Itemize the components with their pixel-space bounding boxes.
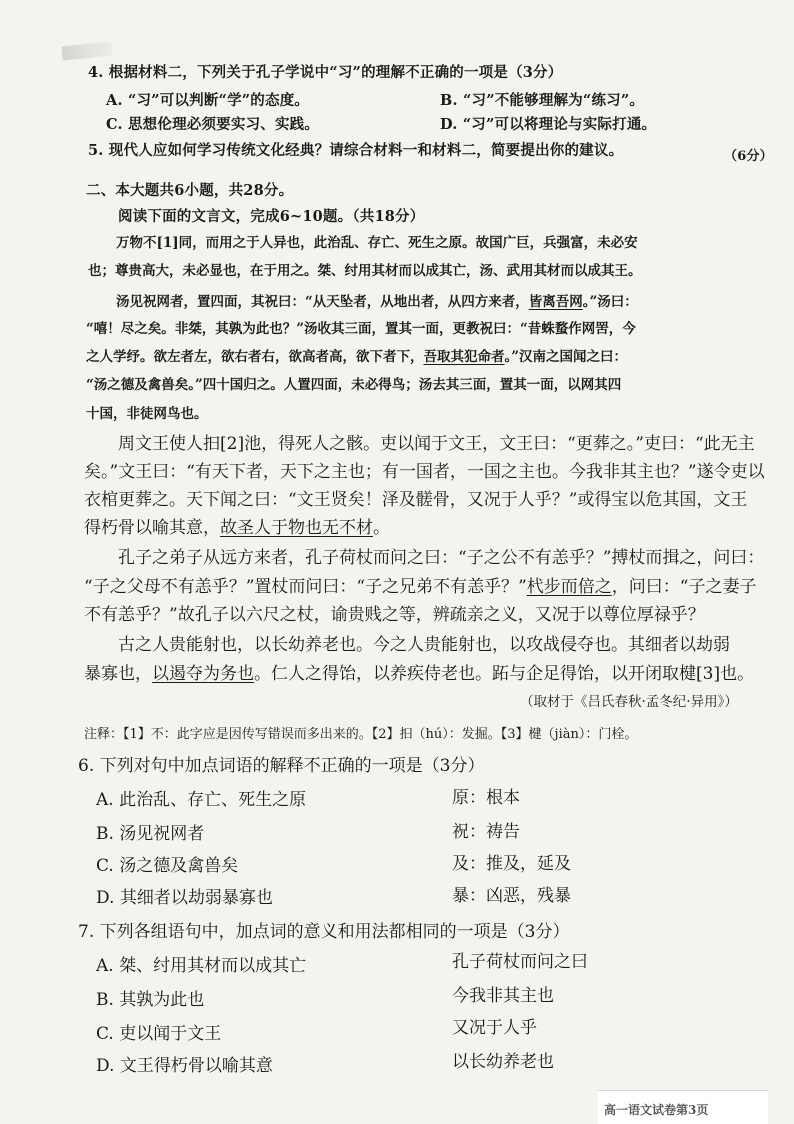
section2-title: 二、本大题共6小题，共28分。: [86, 182, 294, 199]
q5-score: （6分）: [724, 149, 773, 164]
passage-p4-line2: “子之父母不有恙乎？”置杖而问曰：“子之兄弟不有恙乎？”杙步而倍之，问曰：“子之妻子: [84, 577, 757, 597]
passage-p1-line1: 万物不[1]同，而用之于人异也，此治乱、存亡、死生之原。故国广巨，兵强富，未必安: [116, 235, 638, 251]
passage-p1-line2: 也；尊贵高大，未必显也，在于用之。桀、纣用其材而以成其亡，汤、武用其材而以成其王。: [88, 263, 642, 279]
q6-option-a-right: 原：根本: [452, 788, 520, 808]
section2-intro: 阅读下面的文言文，完成6~10题。（共18分）: [118, 208, 425, 225]
passage-p2-line5: 十国，非徒网鸟也。: [86, 406, 208, 422]
passage-p5-line1: 古之人贵能射也，以长幼养老也。今之人贵能射也，以攻战侵夺也。其细者以劫弱: [118, 635, 730, 655]
q4-stem: 4. 根据材料二，下列关于孔子学说中“习”的理解不正确的一项是（3分）: [88, 64, 563, 81]
passage-source: （取材于《吕氏春秋·孟冬纪·异用》）: [520, 694, 738, 710]
q6-option-b-right: 祝：祷告: [452, 822, 520, 842]
q4-option-b: B. “习”不能够理解为“练习”。: [440, 92, 645, 109]
q7-option-d-right: 以长幼养老也: [452, 1052, 554, 1072]
q6-option-c-right: 及：推及，延及: [452, 854, 571, 874]
underlined-phrase: 故圣人于物也无不材: [220, 518, 373, 538]
annotations: 注释：【1】不：此字应是因传写错误而多出来的。【2】抇（hú）：发掘。【3】楗（jiàn）：门栓。: [84, 727, 638, 742]
q7-option-c-left: C. 吏以闻于文王: [96, 1024, 222, 1044]
underlined-phrase: 杙步而倍之: [526, 577, 612, 597]
q6-option-d-right: 暴：凶恶，残暴: [452, 886, 571, 906]
passage-p2-line2: “嘻！尽之矣。非桀，其孰为此也？”汤收其三面，置其一面，更教祝曰：“昔蛛蝥作网罟，今: [86, 321, 636, 337]
q7-option-b-left: B. 其孰为此也: [96, 990, 205, 1010]
passage-p3-line3: 衣棺更葬之。天下闻之曰：“文王贤矣！泽及髊骨，又况于人乎？”或得宝以危其国，文王: [84, 490, 748, 510]
passage-p4-line3: 不有恙乎？”故孔子以六尺之杖，谕贵贱之等，辨疏亲之义，又况于以尊位厚禄乎？: [84, 605, 705, 625]
q4-option-d: D. “习”可以将理论与实际打通。: [440, 116, 657, 133]
underlined-phrase: 皆离吾网: [528, 294, 583, 310]
passage-p2-line3: 之人学纾。欲左者左，欲右者右，欲高者高，欲下者下，吾取其犯命者。”汉南之国闻之曰：: [86, 349, 628, 365]
q7-option-c-right: 又况于人乎: [452, 1018, 537, 1038]
q6-option-a-left: A. 此治乱、存亡、死生之原: [96, 790, 307, 810]
q7-option-a-right: 孔子荷杖而问之曰: [452, 952, 588, 972]
passage-p2-line1: 汤见祝网者，置四面，其祝曰：“从天坠者，从地出者，从四方来者，皆离吾网。”汤曰：: [116, 294, 638, 310]
page-footer: 高一语文试卷第3页: [598, 1090, 768, 1124]
passage-p4-line1: 孔子之弟子从远方来者，孔子荷杖而问之曰：“子之公不有恙乎？”搏杖而揖之，问曰：: [118, 548, 765, 568]
passage-p3-line4: 得朽骨以喻其意，故圣人于物也无不材。: [84, 518, 390, 538]
q6-stem: 6. 下列对句中加点词语的解释不正确的一项是（3分）: [78, 756, 485, 776]
q6-option-b-left: B. 汤见祝网者: [96, 824, 205, 844]
passage-p5-line2: 暴寡也，以遏夺为务也。仁人之得饴，以养疾侍老也。跖与企足得饴，以开闭取楗[3]也。: [84, 664, 755, 684]
q7-option-a-left: A. 桀、纣用其材而以成其亡: [96, 956, 307, 976]
passage-p3-line1: 周文王使人抇[2]池，得死人之骸。吏以闻于文王，文王曰：“更葬之。”吏曰：“此无主: [118, 434, 755, 454]
q7-option-b-right: 今我非其主也: [452, 986, 554, 1006]
underlined-phrase: 以遏夺为务也: [152, 664, 254, 684]
passage-p2-line4: “汤之德及禽兽矣。”四十国归之。人置四面，未必得鸟；汤去其三面，置其一面，以网其四: [86, 377, 622, 393]
q7-stem: 7. 下列各组语句中，加点词的意义和用法都相同的一项是（3分）: [78, 922, 570, 942]
q6-option-c-left: C. 汤之德及禽兽矣: [96, 856, 239, 876]
q7-option-d-left: D. 文王得朽骨以喻其意: [96, 1056, 273, 1076]
q4-option-c: C. 思想伦理必须要实习、实践。: [106, 116, 320, 133]
underlined-phrase: 吾取其犯命者: [423, 349, 505, 365]
scan-corner-mark: [61, 41, 112, 60]
q4-option-a: A. “习”可以判断“学”的态度。: [106, 92, 310, 109]
passage-p3-line2: 矣。”文王曰：“有天下者，天下之主也；有一国者，一国之主也。今我非其主也？”遂令吏以: [84, 462, 765, 482]
q6-option-d-left: D. 其细者以劫弱暴寡也: [96, 888, 273, 908]
q5-stem: 5. 现代人应如何学习传统文化经典？请综合材料一和材料二，简要提出你的建议。: [88, 142, 624, 159]
